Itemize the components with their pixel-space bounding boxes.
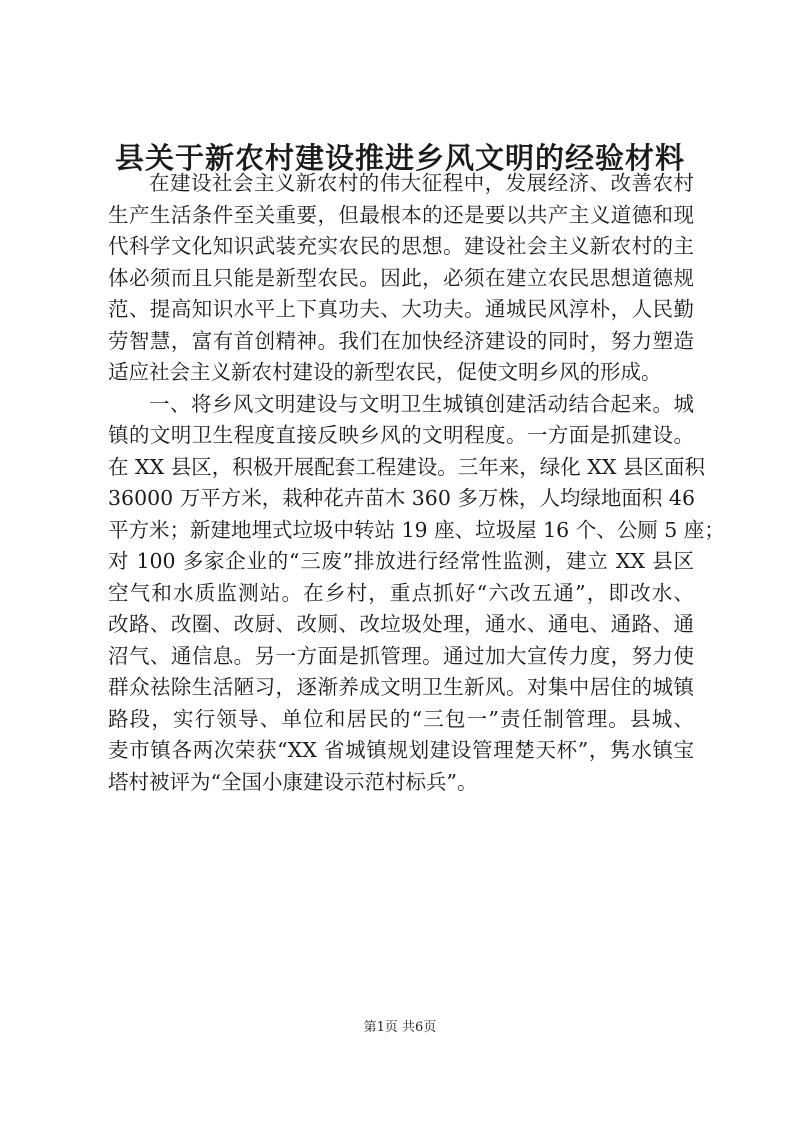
text-line: 在建设社会主义新农村的伟大征程中，发展经济、改善农村 [149,171,694,195]
text-line: 麦市镇各两次荣获“XX 省城镇规划建设管理楚天杯”，隽水镇宝 [108,738,694,762]
paragraph-section-1 [108,389,725,799]
text-line: 代科学文化知识武装充实农民的思想。建设社会主义新农村的主 [108,234,694,258]
text-line: 体必须而且只能是新型农民。因此，必须在建立农民思想道德规 [108,265,694,290]
text-line: 沼气、通信息。另一方面是抓管理。通过加大宣传力度，努力使 [108,643,694,668]
text-line: 对 100 多家企业的“三废”排放进行经常性监测，建立 XX 县区 [108,549,694,573]
text-line: 一、将乡风文明建设与文明卫生城镇创建活动结合起来。城 [149,391,694,416]
page-number: 第1页 共6页 [363,1020,437,1035]
paragraph-intro [108,168,694,389]
text-line: 36000 万平方米，栽种花卉苗木 360 多万株，人均绿地面积 46 [108,486,695,510]
text-line: 群众祛除生活陋习，逐渐养成文明卫生新风。对集中居住的城镇 [108,675,694,699]
document-body [108,168,725,798]
text-line: 适应社会主义新农村建设的新型农民，促使文明乡风的形成。 [108,360,662,384]
text-line: 塔村被评为“全国小康建设示范村标兵”。 [108,769,478,794]
text-line: 镇的文明卫生程度直接反映乡风的文明程度。一方面是抓建设。 [108,423,694,447]
text-line: 劳智慧，富有首创精神。我们在加快经济建设的同时，努力塑造 [108,328,694,353]
document-title: 县关于新农村建设推进乡风文明的经验材料 [114,141,685,175]
text-line: 生产生活条件至关重要，但最根本的还是要以共产主义道德和现 [108,202,694,227]
text-line: 改路、改圈、改厨、改厕、改垃圾处理，通水、通电、通路、通 [108,612,694,636]
text-line: 路段，实行领导、单位和居民的“三包一”责任制管理。县城、 [108,706,694,731]
text-line: 在 XX 县区，积极开展配套工程建设。三年来，绿化 XX 县区面积 [108,454,705,479]
text-line: 范、提高知识水平上下真功夫、大功夫。通城民风淳朴，人民勤 [108,297,694,321]
text-line: 空气和水质监测站。在乡村，重点抓好“六改五通”，即改水、 [108,580,694,605]
text-line: 平方米；新建地埋式垃圾中转站 19 座、垃圾屋 16 个、公厕 5 座； [108,517,725,542]
